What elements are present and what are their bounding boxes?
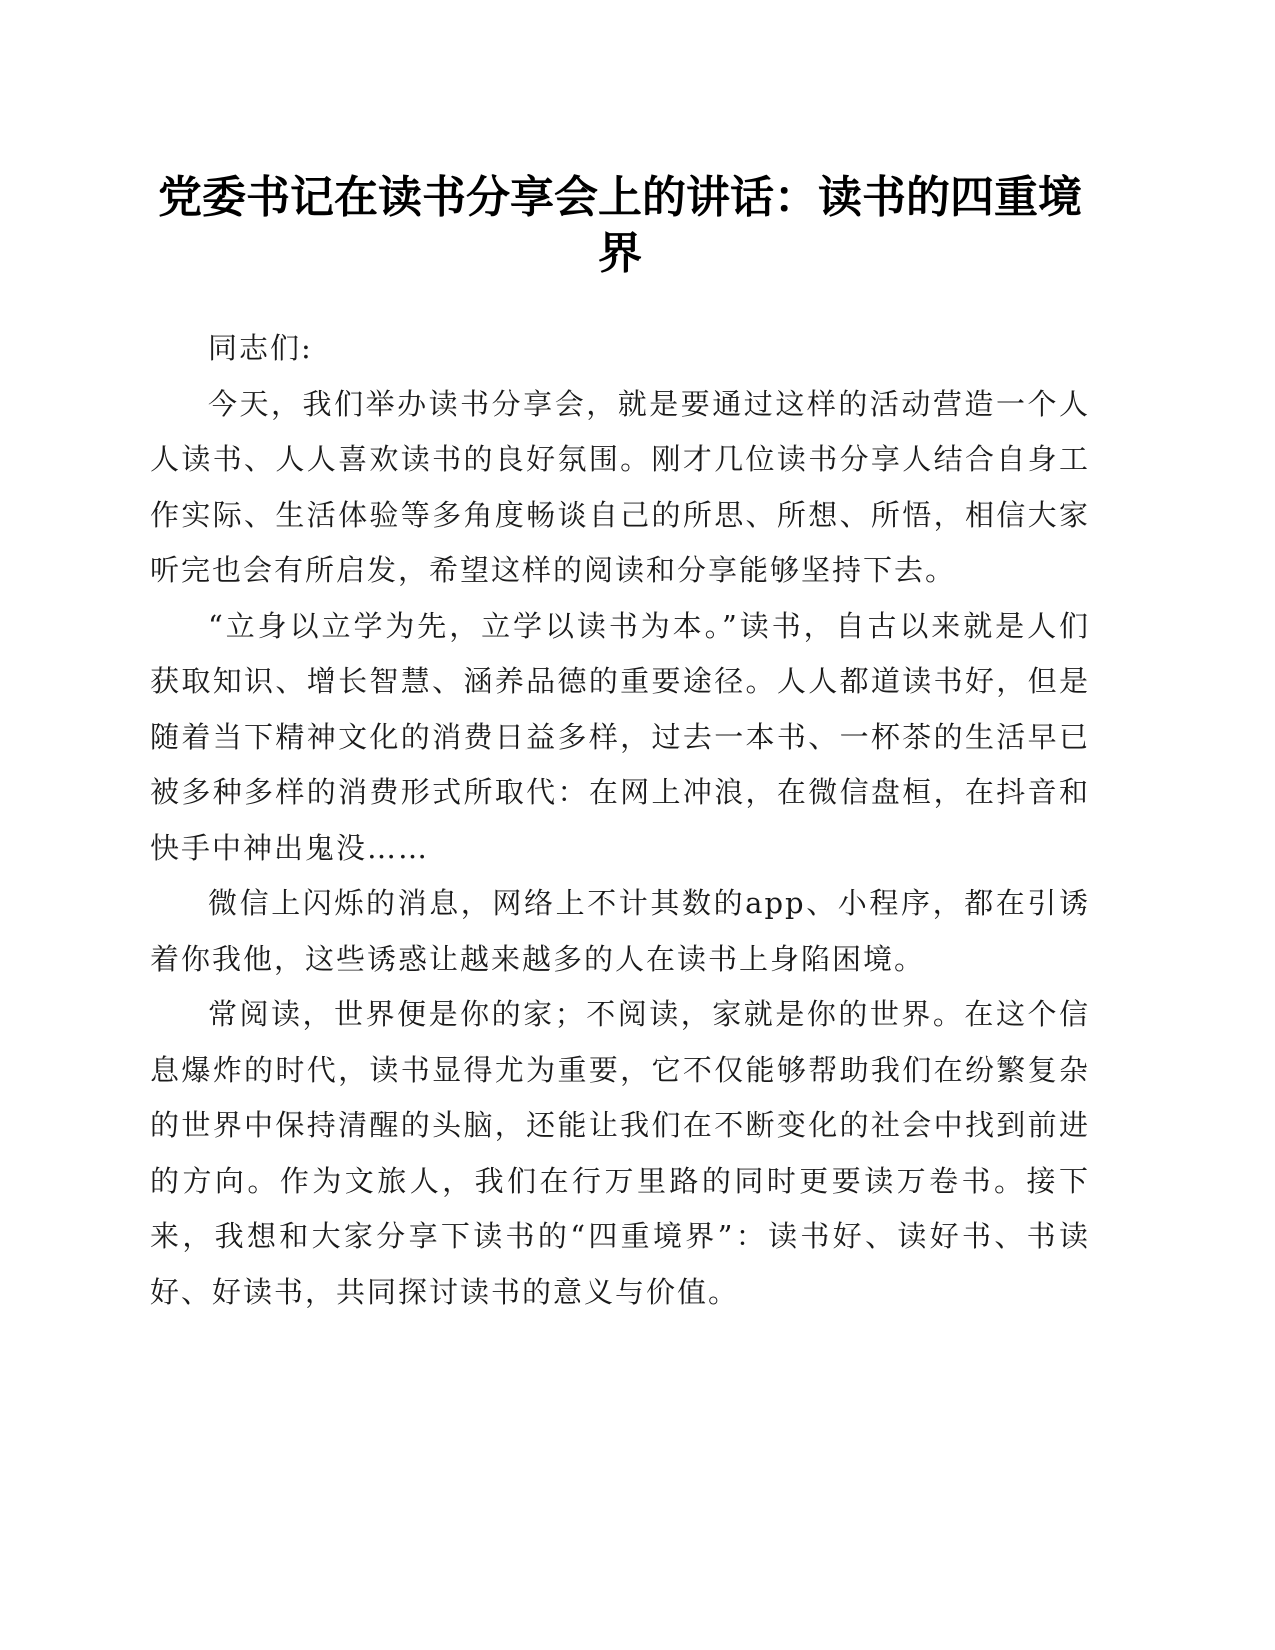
body-paragraph: 今天，我们举办读书分享会，就是要通过这样的活动营造一个人人读书、人人喜欢读书的良好氛围。刚才几位读书分享人结合自身工作实际、生活体验等多角度畅谈自己的所思、所想、所悟，相信大家听完也会有所启发，希望这样的阅读和分享能够坚持下去。 — [150, 386, 1090, 587]
body-paragraph: “立身以立学为先，立学以读书为本。”读书，自古以来就是人们获取知识、增长智慧、涵养品德的重要途径。人人都道读书好，但是随着当下精神文化的消费日益多样，过去一本书、一杯茶的生活早已被多种多样的消费形式所取代：在网上冲浪，在微信盘桓，在抖音和快手中神出鬼没…… — [150, 608, 1090, 865]
document-body — [150, 321, 1090, 1320]
salutation-paragraph: 同志们: — [208, 331, 313, 365]
document-title: 党委书记在读书分享会上的讲话：读书的四重境界 — [158, 172, 1082, 279]
body-paragraph: 常阅读，世界便是你的家；不阅读，家就是你的世界。在这个信息爆炸的时代，读书显得尤为重要，它不仅能够帮助我们在纷繁复杂的世界中保持清醒的头脑，还能让我们在不断变化的社会中找到前进的方向。作为文旅人，我们在行万里路的同时更要读万卷书。接下来，我想和大家分享下读书的“四重境界”：读书好、读好书、书读好、好读书，共同探讨读书的意义与价值。 — [150, 997, 1090, 1309]
body-paragraph: 微信上闪烁的消息，网络上不计其数的app、小程序，都在引诱着你我他，这些诱惑让越来越多的人在读书上身陷困境。 — [150, 886, 1090, 976]
